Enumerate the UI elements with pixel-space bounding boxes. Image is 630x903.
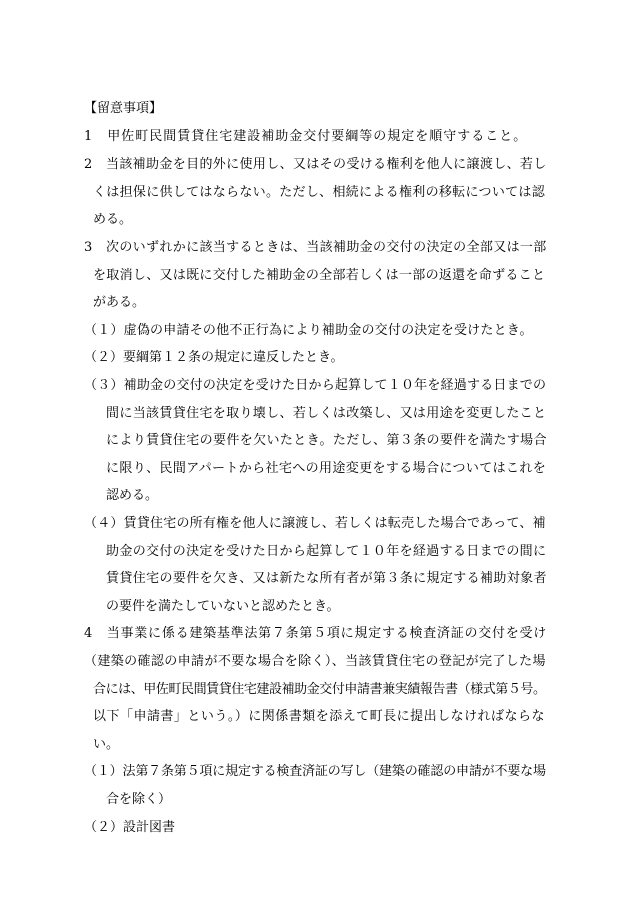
subitem-1-line-1: （１）虚偽の申請その他不正行為により補助金の交付の決定を受けたとき。 bbox=[84, 323, 533, 338]
item-4-line-1: 4 当事業に係る建築基準法第７条第５項に規定する検査済証の交付を受け bbox=[84, 626, 548, 641]
subitem-4-line-1: （４）賃貸住宅の所有権を他人に譲渡し、若しくは転売した場合であって、補 bbox=[84, 516, 546, 531]
item-3-line-3: がある。 bbox=[93, 295, 146, 310]
subitem-3-line-4: に限り、民間アパートから社宅への用途変更をする場合についてはこれを bbox=[106, 461, 547, 476]
item-4-line-5: い。 bbox=[93, 737, 120, 752]
section-heading: 【留意事項】 bbox=[84, 101, 163, 116]
subitem-4-2-line-1: （２）設計図書 bbox=[84, 820, 176, 835]
item-2-line-3: める。 bbox=[93, 212, 133, 227]
item-2-line-2: くは担保に供してはならない。ただし、相続による権利の移転については認 bbox=[93, 185, 546, 200]
subitem-2-line-1: （２）要綱第１２条の規定に違反したとき。 bbox=[84, 350, 344, 365]
item-3-line-2: を取消し、又は既に交付した補助金の全部若しくは一部の返還を命ずること bbox=[93, 268, 546, 283]
item-3-line-1: 3 次のいずれかに該当するときは、当該補助金の交付の決定の全部又は一部 bbox=[84, 240, 547, 255]
subitem-3-line-1: （３）補助金の交付の決定を受けた日から起算して１０年を経過する日までの bbox=[84, 378, 547, 393]
item-4-line-2: （建築の確認の申請が不要な場合を除く）、当該賃貸住宅の登記が完了した場 bbox=[84, 654, 546, 669]
subitem-3-line-5: 認める。 bbox=[106, 488, 159, 503]
subitem-4-line-2: 助金の交付の決定を受けた日から起算して１０年を経過する日までの間に bbox=[106, 544, 547, 559]
subitem-4-line-4: の要件を満たしていないと認めたとき。 bbox=[106, 599, 340, 614]
subitem-4-1-line-2: 合を除く） bbox=[106, 792, 172, 807]
subitem-4-1-line-1: （１）法第７条第５項に規定する検査済証の写し（建築の確認の申請が不要な場 bbox=[84, 764, 546, 779]
subitem-3-line-2: 間に当該賃貸住宅を取り壊し、若しくは改築し、又は用途を変更したこと bbox=[106, 406, 547, 421]
item-4-line-4: 以下「申請書」という。）に関係書類を添えて町長に提出しなければならな bbox=[93, 709, 545, 724]
item-1-line-1: 1 甲佐町民間賃貸住宅建設補助金交付要綱等の規定を順守すること。 bbox=[84, 129, 528, 144]
item-2-line-1: 2 当該補助金を目的外に使用し、又はその受ける権利を他人に譲渡し、若し bbox=[84, 157, 547, 172]
subitem-3-line-3: により賃貸住宅の要件を欠いたとき。ただし、第３条の要件を満たす場合 bbox=[106, 433, 547, 448]
subitem-4-line-3: 賃貸住宅の要件を欠き、又は新たな所有者が第３条に規定する補助対象者 bbox=[106, 571, 547, 586]
item-4-line-3: 合には、甲佐町民間賃貸住宅建設補助金交付申請書兼実績報告書（様式第５号。 bbox=[93, 682, 546, 697]
